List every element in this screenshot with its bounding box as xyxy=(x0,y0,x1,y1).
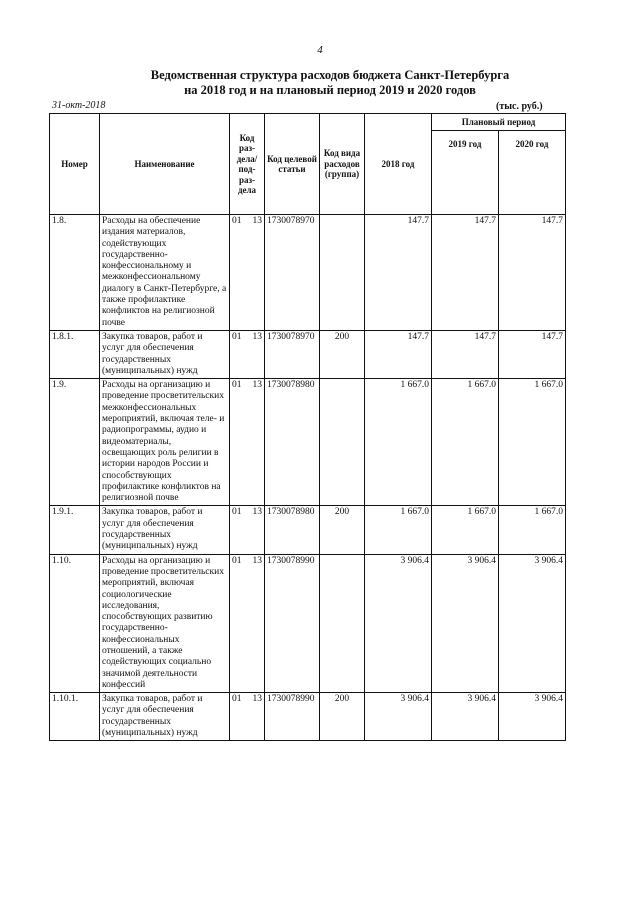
row-section-code xyxy=(230,693,265,741)
row-section: 01 xyxy=(232,331,242,342)
title-line-2: на 2018 год и на плановый период 2019 и 2020 годов xyxy=(184,83,476,97)
row-section: 01 xyxy=(232,507,242,518)
units-label: (тыс. руб.) xyxy=(496,101,543,112)
header-2019: 2019 год xyxy=(432,131,499,215)
row-subsection: 13 xyxy=(252,216,262,226)
table-row xyxy=(50,215,566,331)
row-value-2020: 3 906.4 xyxy=(499,693,566,741)
row-name: Закупка товаров, работ и услуг для обеспечения государственных (муниципальных) нужд xyxy=(100,693,230,741)
table-row xyxy=(50,693,566,741)
row-number: 1.10. xyxy=(50,554,100,693)
row-target-code: 1730078990 xyxy=(265,554,320,693)
row-value-2018: 3 906.4 xyxy=(365,554,432,693)
row-value-2019: 1 667.0 xyxy=(432,379,499,506)
table-row xyxy=(50,330,566,378)
row-value-2019: 147.7 xyxy=(432,330,499,378)
budget-table xyxy=(49,113,566,741)
row-value-2020: 3 906.4 xyxy=(499,554,566,693)
row-expense-type xyxy=(320,215,365,331)
row-number: 1.10.1. xyxy=(50,693,100,741)
row-section-code xyxy=(230,330,265,378)
row-value-2020: 1 667.0 xyxy=(499,506,566,554)
row-value-2019: 1 667.0 xyxy=(432,506,499,554)
row-target-code: 1730078970 xyxy=(265,215,320,331)
row-section: 01 xyxy=(232,216,242,226)
row-target-code: 1730078970 xyxy=(265,330,320,378)
header-section-code: Код раз- дела/ под- раз- дела xyxy=(230,114,265,215)
row-section-code xyxy=(230,554,265,693)
header-name: Наименование xyxy=(100,114,230,215)
row-expense-type: 200 xyxy=(320,330,365,378)
row-value-2020: 147.7 xyxy=(499,215,566,331)
table-row xyxy=(50,379,566,506)
row-value-2018: 147.7 xyxy=(365,215,432,331)
row-section-code xyxy=(230,506,265,554)
document-date: 31-окт-2018 xyxy=(52,100,106,111)
row-expense-type: 200 xyxy=(320,693,365,741)
row-subsection: 13 xyxy=(252,331,262,342)
row-subsection: 13 xyxy=(252,507,262,518)
page-number: 4 xyxy=(317,44,323,56)
row-value-2018: 1 667.0 xyxy=(365,506,432,554)
row-target-code: 1730078980 xyxy=(265,506,320,554)
row-value-2018: 147.7 xyxy=(365,330,432,378)
header-planned-period: Плановый период xyxy=(432,114,566,131)
row-target-code: 1730078990 xyxy=(265,693,320,741)
table-row xyxy=(50,506,566,554)
row-name: Расходы на организацию и проведение просветительских межконфессиональных мероприятий, включая теле- и радиопрограммы, аудио и видеоматериалы, освещающих роль религии в истории народов России и способствующих профилактике конфликтов на религиозной почве xyxy=(100,379,230,506)
row-value-2019: 3 906.4 xyxy=(432,554,499,693)
row-value-2020: 1 667.0 xyxy=(499,379,566,506)
row-target-code: 1730078980 xyxy=(265,379,320,506)
row-section-code xyxy=(230,215,265,331)
header-2018: 2018 год xyxy=(365,114,432,215)
row-subsection: 13 xyxy=(252,555,262,566)
header-expense-type-code: Код вида расходов (группа) xyxy=(320,114,365,215)
row-value-2019: 3 906.4 xyxy=(432,693,499,741)
row-value-2020: 147.7 xyxy=(499,330,566,378)
header-2020: 2020 год xyxy=(499,131,566,215)
row-number: 1.8.1. xyxy=(50,330,100,378)
header-number: Номер xyxy=(50,114,100,215)
row-expense-type xyxy=(320,554,365,693)
row-subsection: 13 xyxy=(252,380,262,391)
row-expense-type xyxy=(320,379,365,506)
row-value-2018: 1 667.0 xyxy=(365,379,432,506)
row-number: 1.8. xyxy=(50,215,100,331)
row-number: 1.9.1. xyxy=(50,506,100,554)
row-name: Закупка товаров, работ и услуг для обеспечения государственных (муниципальных) нужд xyxy=(100,330,230,378)
header-target-code: Код целевой статьи xyxy=(265,114,320,215)
row-name: Расходы на организацию и проведение просветительских мероприятий, включая социологические исследования, способствующих развитию государственно-конфессиональных отношений, а также содействующих социально значимой деятельности конфессий xyxy=(100,554,230,693)
row-value-2018: 3 906.4 xyxy=(365,693,432,741)
row-expense-type: 200 xyxy=(320,506,365,554)
row-number: 1.9. xyxy=(50,379,100,506)
row-value-2019: 147.7 xyxy=(432,215,499,331)
table-row xyxy=(50,554,566,693)
row-section: 01 xyxy=(232,555,242,566)
title-line-1: Ведомственная структура расходов бюджета Санкт-Петербурга xyxy=(150,68,510,82)
row-name: Закупка товаров, работ и услуг для обеспечения государственных (муниципальных) нужд xyxy=(100,506,230,554)
row-name: Расходы на обеспечение издания материалов, содействующих государственно-конфессиональному и межконфессиональному диалогу в Санкт-Петербурге, а также профилактике конфликтов на религиозной почве xyxy=(100,215,230,331)
row-section-code xyxy=(230,379,265,506)
row-section: 01 xyxy=(232,694,242,705)
row-section: 01 xyxy=(232,380,242,391)
document-title xyxy=(60,68,600,98)
row-subsection: 13 xyxy=(252,694,262,705)
